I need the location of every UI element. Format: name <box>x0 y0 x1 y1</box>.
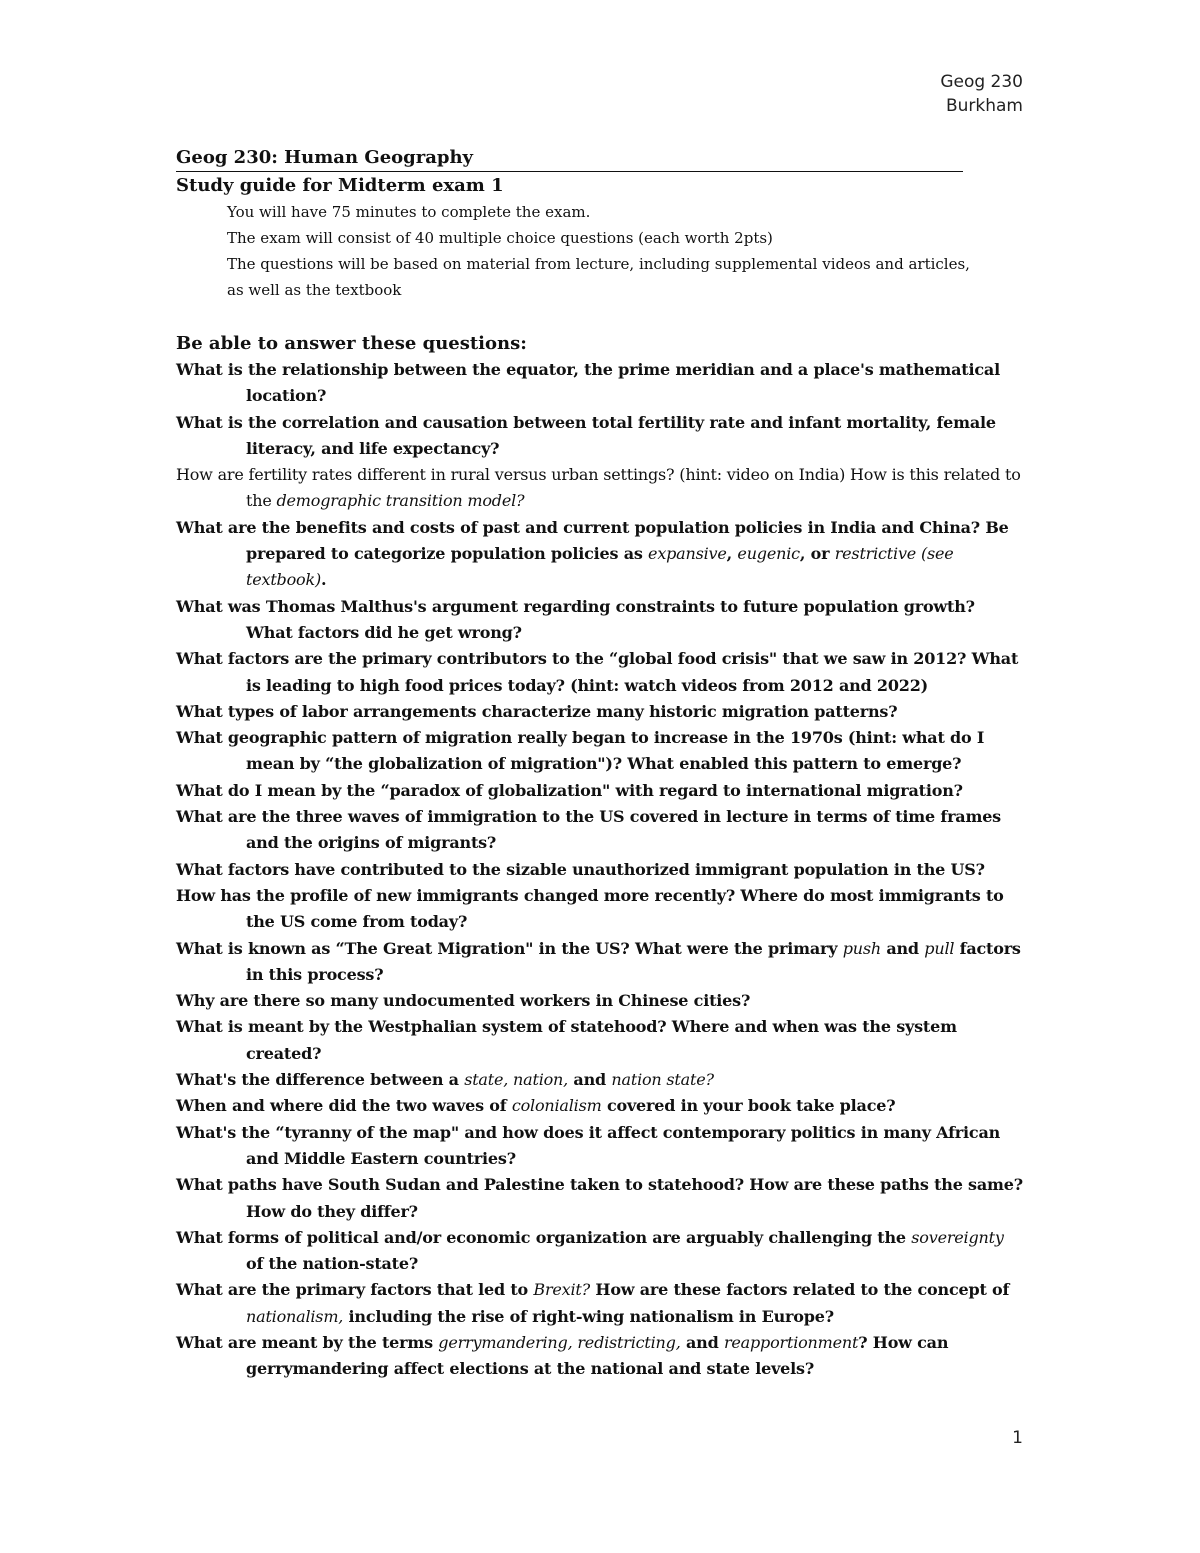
question-item: What geographic pattern of migration really began to increase in the 1970s (hint: what do I mean by “the globalization of migration")? What enabled this pattern to emerge? <box>176 728 985 774</box>
question-item: What's the “tyranny of the map" and how does it affect contemporary politics in many African and Middle Eastern countries? <box>176 1122 1001 1168</box>
exam-info-list <box>176 199 1026 303</box>
question-item: What paths have South Sudan and Palestine taken to statehood? How are these paths the same? How do they differ? <box>176 1175 1023 1221</box>
question-text: including the rise of right-wing nationalism in Europe? <box>343 1306 834 1326</box>
question-item: What is the relationship between the equator, the prime meridian and a place's mathematical location? <box>176 360 1000 406</box>
question-item <box>176 1225 1026 1278</box>
question-term: restrictive (see textbook) <box>246 544 954 590</box>
exam-info-item: The exam will consist of 40 multiple choice questions (each worth 2pts) <box>227 229 773 247</box>
question-text: How are fertility rates different in rural versus urban settings? (hint: video on India) How is this related to the <box>176 465 1021 511</box>
question-item: What is the correlation and causation between total fertility rate and infant mortality, female literacy, and life expectancy? <box>176 412 996 458</box>
question-term: sovereignty <box>911 1227 1004 1247</box>
question-term: nationalism, <box>246 1306 344 1326</box>
question-text: What forms of political and/or economic organization are arguably challenging the <box>176 1227 912 1247</box>
question-item <box>176 1277 1026 1330</box>
question-item <box>176 936 1026 989</box>
section-heading: Be able to answer these questions: <box>176 333 527 354</box>
question-term: Brexit? <box>533 1280 591 1300</box>
exam-info-item: The questions will be based on material from lecture, including supplemental videos and articles, as well as the textbook <box>227 255 970 299</box>
question-text: When and where did the two waves of <box>176 1096 512 1116</box>
question-term: colonialism <box>511 1096 602 1116</box>
question-item: What types of labor arrangements characterize many historic migration patterns? <box>176 701 898 721</box>
guide-title: Study guide for Midterm exam 1 <box>176 175 504 196</box>
question-item: What factors are the primary contributors to the “global food crisis" that we saw in 2012? What is leading to high food prices today? (hint: watch videos from 2012 and 2022) <box>176 649 1019 695</box>
instructor-name: Burkham <box>945 96 1023 116</box>
question-item: Why are there so many undocumented workers in Chinese cities? <box>176 991 751 1011</box>
question-text: What is known as “The Great Migration" in the US? What were the primary <box>176 938 843 958</box>
question-item <box>176 515 1026 594</box>
question-term: push <box>842 938 881 958</box>
question-list <box>176 357 1026 1383</box>
question-text: How are these factors related to the concept of <box>590 1280 1010 1300</box>
question-text: , <box>726 544 738 564</box>
question-text: factors in this process? <box>246 938 1021 984</box>
question-item: What do I mean by the “paradox of globalization" with regard to international migration? <box>176 780 963 800</box>
question-text: of the nation-state? <box>246 1254 419 1274</box>
course-title: Geog 230: Human Geography <box>176 144 963 172</box>
question-item <box>176 1093 1026 1119</box>
question-term: pull <box>924 938 955 958</box>
question-item <box>176 1067 1026 1093</box>
question-text: What are the benefits and costs of past and current population policies in India and China? Be prepared to categorize population policies as <box>176 517 1009 564</box>
question-term: state, nation, <box>464 1070 569 1090</box>
question-term: reapportionment <box>723 1332 859 1352</box>
question-text: and <box>880 938 925 958</box>
page-number: 1 <box>1012 1428 1023 1448</box>
question-item: What are the three waves of immigration to the US covered in lecture in terms of time frames and the origins of migrants? <box>176 807 1001 853</box>
question-item: What is meant by the Westphalian system of statehood? Where and when was the system created? <box>176 1017 957 1063</box>
course-code: Geog 230 <box>940 72 1023 92</box>
question-term: nation state? <box>611 1070 714 1090</box>
question-text: , or <box>799 544 835 564</box>
question-text: What are meant by the terms <box>176 1332 439 1352</box>
question-item: How has the profile of new immigrants changed more recently? Where do most immigrants to the US come from today? <box>176 885 1004 932</box>
question-text: and <box>680 1332 724 1352</box>
question-item <box>176 462 1026 515</box>
question-text: What are the primary factors that led to <box>176 1280 534 1300</box>
question-text: and <box>568 1070 612 1090</box>
question-text: covered in your book take place? <box>601 1096 896 1116</box>
question-item: What was Thomas Malthus's argument regarding constraints to future population growth? What factors did he get wrong? <box>176 596 975 642</box>
question-item <box>176 1330 1026 1383</box>
question-text: . <box>321 570 327 590</box>
question-term: gerrymandering, redistricting, <box>438 1332 681 1352</box>
question-term: eugenic <box>737 544 800 564</box>
question-item: What factors have contributed to the sizable unauthorized immigrant population in the US? <box>176 859 985 879</box>
question-text: What's the difference between a <box>176 1070 465 1090</box>
question-text: ? How can gerrymandering affect elections at the national and state levels? <box>246 1332 949 1379</box>
document-body <box>176 144 1026 1383</box>
page-header <box>940 70 1023 118</box>
question-term: demographic transition model? <box>276 491 525 511</box>
question-term: expansive <box>648 544 727 564</box>
exam-info-item: You will have 75 minutes to complete the exam. <box>227 203 591 221</box>
